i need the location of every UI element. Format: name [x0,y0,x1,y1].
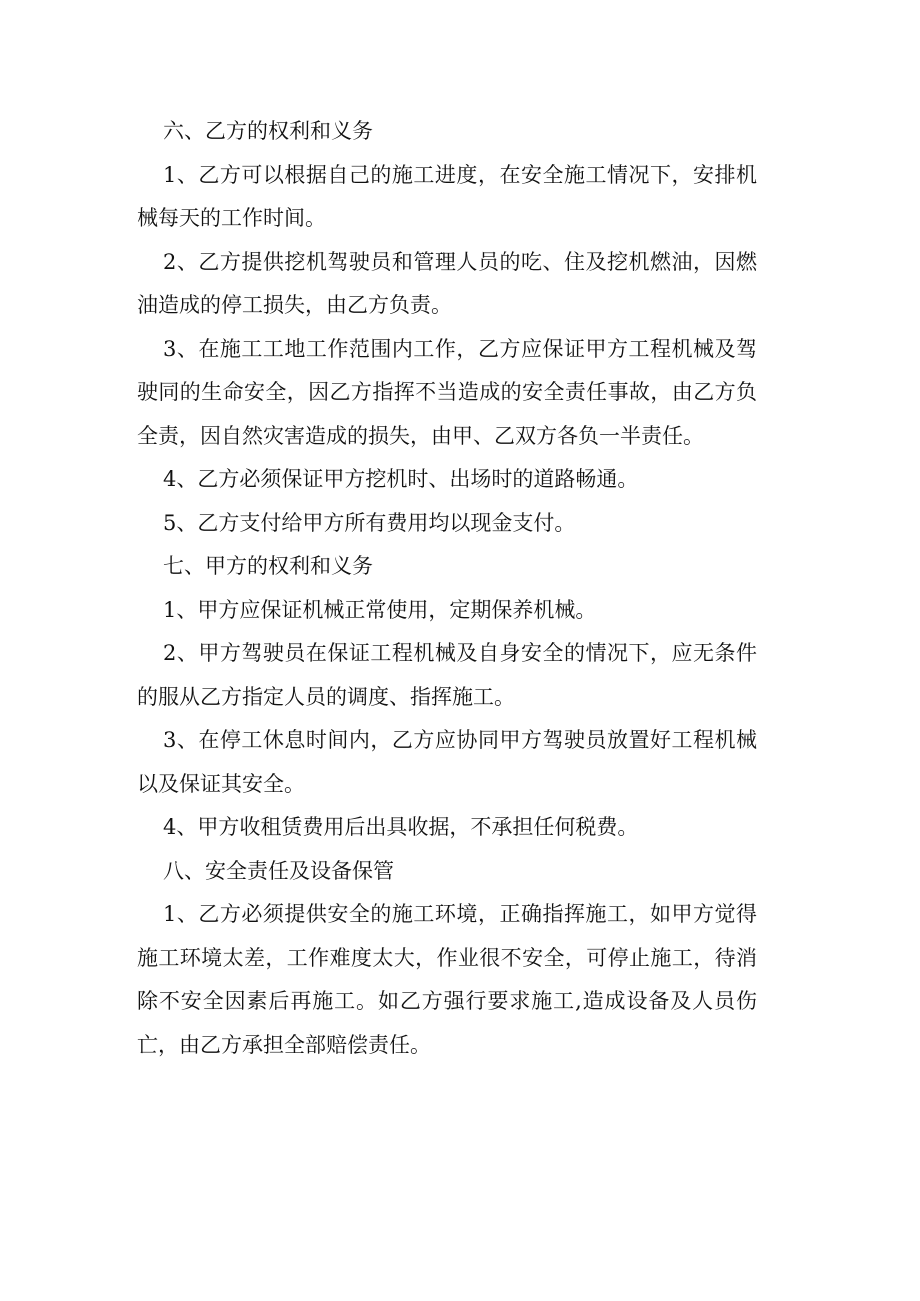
paragraph-8-1: 1、乙方必须提供安全的施工环境，正确指挥施工，如甲方觉得施工环境太差，工作难度太大，作业很不安全，可停止施工，待消除不安全因素后再施工。如乙方强行要求施工,造成设备及人员伤亡，由乙方承担全部赔偿责任。 [137,902,757,1057]
paragraph-6-3: 3、在施工工地工作范围内工作，乙方应保证甲方工程机械及驾驶同的生命安全，因乙方指挥不当造成的安全责任事故，由乙方负全责，因自然灾害造成的损失，由甲、乙双方各负一半责任。 [137,336,757,448]
section-heading-7: 七、甲方的权利和义务 [163,554,373,578]
document-body [137,110,757,1067]
paragraph-7-3: 3、在停工休息时间内，乙方应协同甲方驾驶员放置好工程机械以及保证其安全。 [137,728,757,796]
paragraph-7-4: 4、甲方收租赁费用后出具收据，不承担任何税费。 [163,815,639,839]
paragraph-6-5: 5、乙方支付给甲方所有费用均以现金支付。 [163,510,576,535]
section-heading-6: 六、乙方的权利和义务 [163,119,373,143]
paragraph-6-2: 2、乙方提供挖机驾驶员和管理人员的吃、住及挖机燃油，因燃油造成的停工损失，由乙方负责。 [137,249,757,317]
paragraph-6-1: 1、乙方可以根据自己的施工进度，在安全施工情况下，安排机械每天的工作时间。 [137,162,757,230]
section-heading-8: 八、安全责任及设备保管 [163,858,394,883]
paragraph-7-1: 1、甲方应保证机械正常使用，定期保养机械。 [163,597,597,622]
paragraph-6-4: 4、乙方必须保证甲方挖机时、出场时的道路畅通。 [163,467,639,491]
paragraph-7-2: 2、甲方驾驶员在保证工程机械及自身安全的情况下，应无条件的服从乙方指定人员的调度、指挥施工。 [137,641,757,709]
